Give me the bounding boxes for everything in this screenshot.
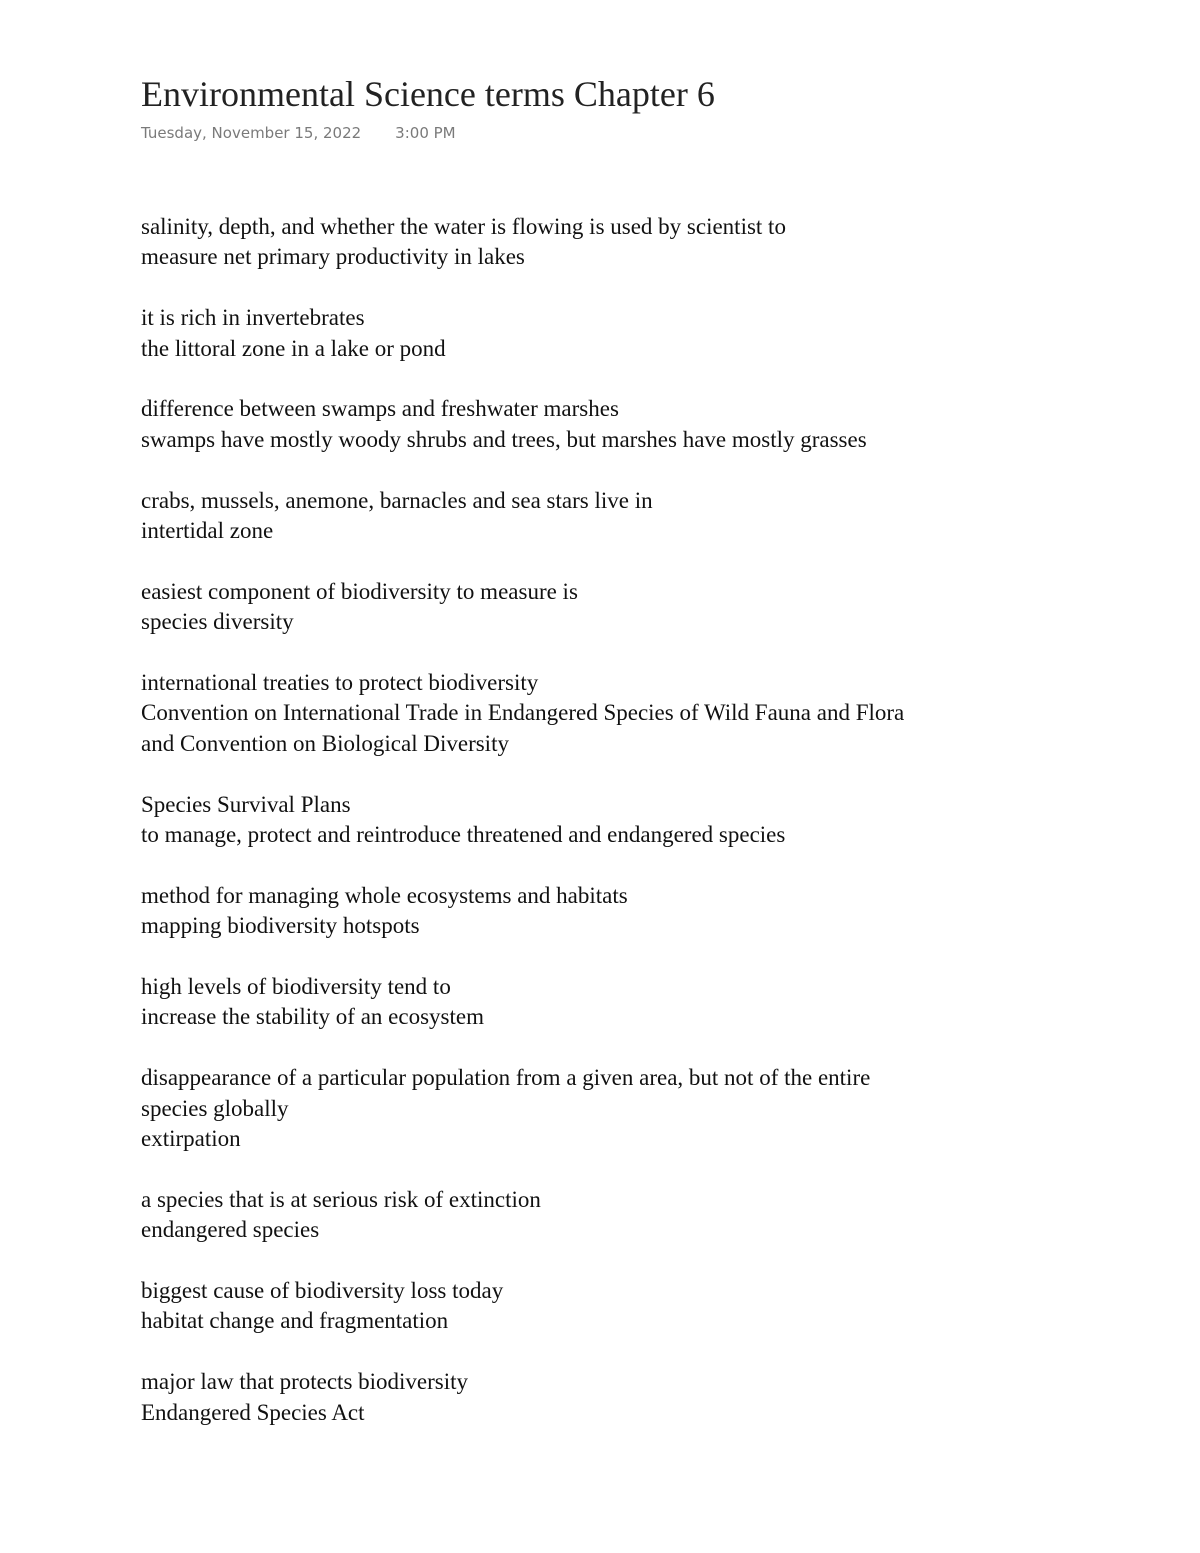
term-prompt-line: salinity, depth, and whether the water is flowing is used by scientist to bbox=[141, 214, 786, 239]
term-prompt-line: method for managing whole ecosystems and habitats bbox=[141, 882, 628, 908]
note-body bbox=[141, 212, 1141, 1458]
term-prompt-line: crabs, mussels, anemone, barnacles and sea stars live in bbox=[141, 487, 653, 513]
term-answer-line: endangered species bbox=[141, 1217, 320, 1243]
term-prompt-line: high levels of biodiversity tend to bbox=[141, 974, 451, 1000]
term-answer-line: species globally bbox=[141, 1095, 289, 1121]
term-entry bbox=[141, 212, 1141, 273]
term-answer-line: habitat change and fragmentation bbox=[141, 1308, 449, 1334]
term-answer-line: extirpation bbox=[141, 1126, 241, 1152]
term-answer-line: the littoral zone in a lake or pond bbox=[141, 335, 446, 361]
term-prompt-line: Species Survival Plans bbox=[141, 791, 351, 817]
term-answer-line: and Convention on Biological Diversity bbox=[141, 730, 509, 756]
term-entry bbox=[141, 577, 1141, 638]
term-prompt-line: disappearance of a particular population from a given area, but not of the entire bbox=[141, 1065, 871, 1091]
term-entry bbox=[141, 1063, 1141, 1154]
term-entry bbox=[141, 394, 1141, 455]
term-entry bbox=[141, 1367, 1141, 1428]
term-answer-line: mapping biodiversity hotspots bbox=[141, 913, 420, 939]
term-entry bbox=[141, 668, 1141, 759]
term-answer-line: to manage, protect and reintroduce threatened and endangered species bbox=[141, 822, 786, 848]
term-entry bbox=[141, 1185, 1141, 1246]
term-answer-line: measure net primary productivity in lakes bbox=[141, 244, 525, 270]
note-time: 3:00 PM bbox=[395, 124, 456, 142]
term-prompt-line: major law that protects biodiversity bbox=[141, 1369, 469, 1395]
term-entry bbox=[141, 1276, 1141, 1337]
term-prompt-line: biggest cause of biodiversity loss today bbox=[141, 1278, 504, 1304]
term-prompt-line: a species that is at serious risk of extinction bbox=[141, 1186, 541, 1212]
note-date: Tuesday, November 15, 2022 bbox=[141, 124, 362, 142]
term-entry bbox=[141, 790, 1141, 851]
term-answer-line: Endangered Species Act bbox=[141, 1399, 365, 1425]
note-title: Environmental Science terms Chapter 6 bbox=[141, 74, 715, 114]
term-answer-line: species diversity bbox=[141, 609, 294, 635]
term-answer-line: Convention on International Trade in Endangered Species of Wild Fauna and Flora bbox=[141, 700, 905, 726]
term-answer-line: intertidal zone bbox=[141, 518, 274, 544]
term-entry bbox=[141, 303, 1141, 364]
term-entry bbox=[141, 881, 1141, 942]
term-prompt-line: difference between swamps and freshwater marshes bbox=[141, 396, 619, 422]
term-entry bbox=[141, 486, 1141, 547]
term-prompt-line: it is rich in invertebrates bbox=[141, 305, 365, 331]
term-answer-line: swamps have mostly woody shrubs and trees, but marshes have mostly grasses bbox=[141, 426, 867, 452]
term-prompt-line: international treaties to protect biodiversity bbox=[141, 670, 539, 696]
term-entry bbox=[141, 972, 1141, 1033]
term-prompt-line: easiest component of biodiversity to measure is bbox=[141, 578, 578, 604]
term-answer-line: increase the stability of an ecosystem bbox=[141, 1004, 484, 1030]
note-timestamp bbox=[141, 122, 456, 144]
